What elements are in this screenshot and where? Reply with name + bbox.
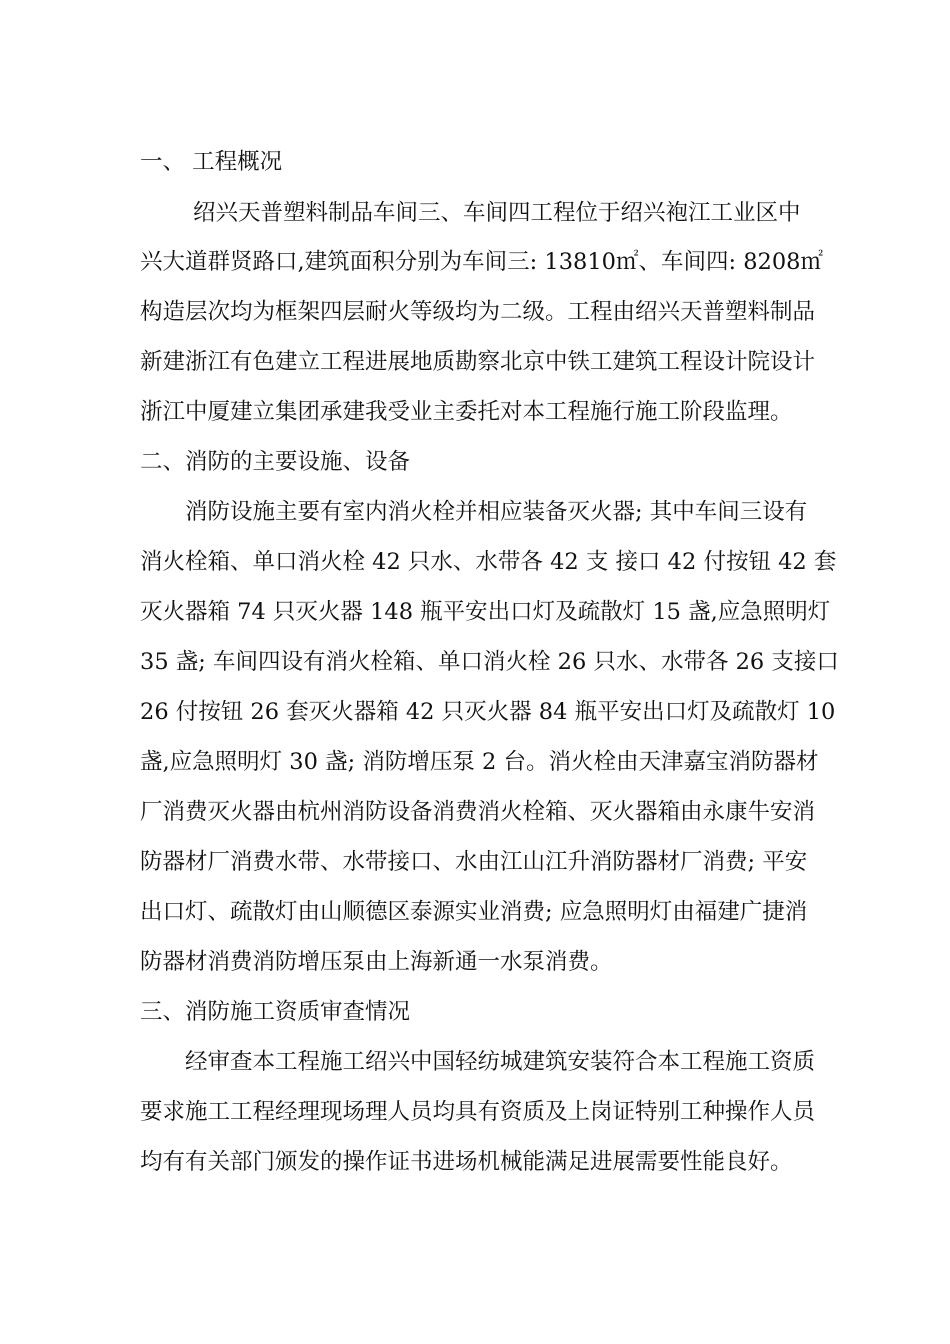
- paragraph-line: 消防设施主要有室内消火栓并相应装备灭火器; 其中车间三设有: [185, 499, 808, 525]
- paragraph-line: 要求施工工程经理现场理人员均具有资质及上岗证特别工种操作人员: [140, 1099, 816, 1125]
- paragraph-line: 防器材厂消费水带、水带接口、水由江山江升消防器材厂消费; 平安: [140, 849, 808, 875]
- section-heading-1: 一、 工程概况: [140, 149, 283, 175]
- paragraph-line: 兴大道群贤路口,建筑面积分别为车间三: 13810㎡、车间四: 8208㎡: [140, 249, 823, 275]
- paragraph-line: 经审查本工程施工绍兴中国轻纺城建筑安装符合本工程施工资质: [185, 1049, 816, 1075]
- paragraph-line: 消火栓箱、单口消火栓 42 只水、水带各 42 支 接口 42 付按钮 42 套: [140, 549, 837, 575]
- paragraph-line: 出口灯、疏散灯由山顺德区泰源实业消费; 应急照明灯由福建广捷消: [140, 899, 808, 925]
- paragraph-line: 构造层次均为框架四层耐火等级均为二级。工程由绍兴天普塑料制品: [140, 299, 816, 325]
- paragraph-line: 新建浙江有色建立工程进展地质勘察北京中铁工建筑工程设计院设计: [140, 349, 816, 375]
- paragraph-line: 绍兴天普塑料制品车间三、车间四工程位于绍兴袍江工业区中: [193, 200, 801, 226]
- paragraph-line: 35 盏; 车间四设有消火栓箱、单口消火栓 26 只水、水带各 26 支接口: [140, 649, 839, 675]
- paragraph-line: 防器材消费消防增压泵由上海新通一水泵消费。: [140, 949, 613, 975]
- paragraph-line: 盏,应急照明灯 30 盏; 消防增压泵 2 台。消火栓由天津嘉宝消防器材: [140, 749, 819, 775]
- paragraph-line: 灭火器箱 74 只灭火器 148 瓶平安出口灯及疏散灯 15 盏,应急照明灯: [140, 599, 831, 625]
- section-heading-2: 二、消防的主要设施、设备: [140, 449, 411, 475]
- paragraph-line: 浙江中厦建立集团承建我受业主委托对本工程施行施工阶段监理。: [140, 399, 793, 425]
- paragraph-line: 均有有关部门颁发的操作证书进场机械能满足进展需要性能良好。: [140, 1149, 793, 1175]
- paragraph-line: 26 付按钮 26 套灭火器箱 42 只灭火器 84 瓶平安出口灯及疏散灯 10: [140, 699, 836, 725]
- paragraph-line: 厂消费灭火器由杭州消防设备消费消火栓箱、灭火器箱由永康牛安消: [140, 799, 816, 825]
- section-heading-3: 三、消防施工资质审查情况: [140, 999, 411, 1025]
